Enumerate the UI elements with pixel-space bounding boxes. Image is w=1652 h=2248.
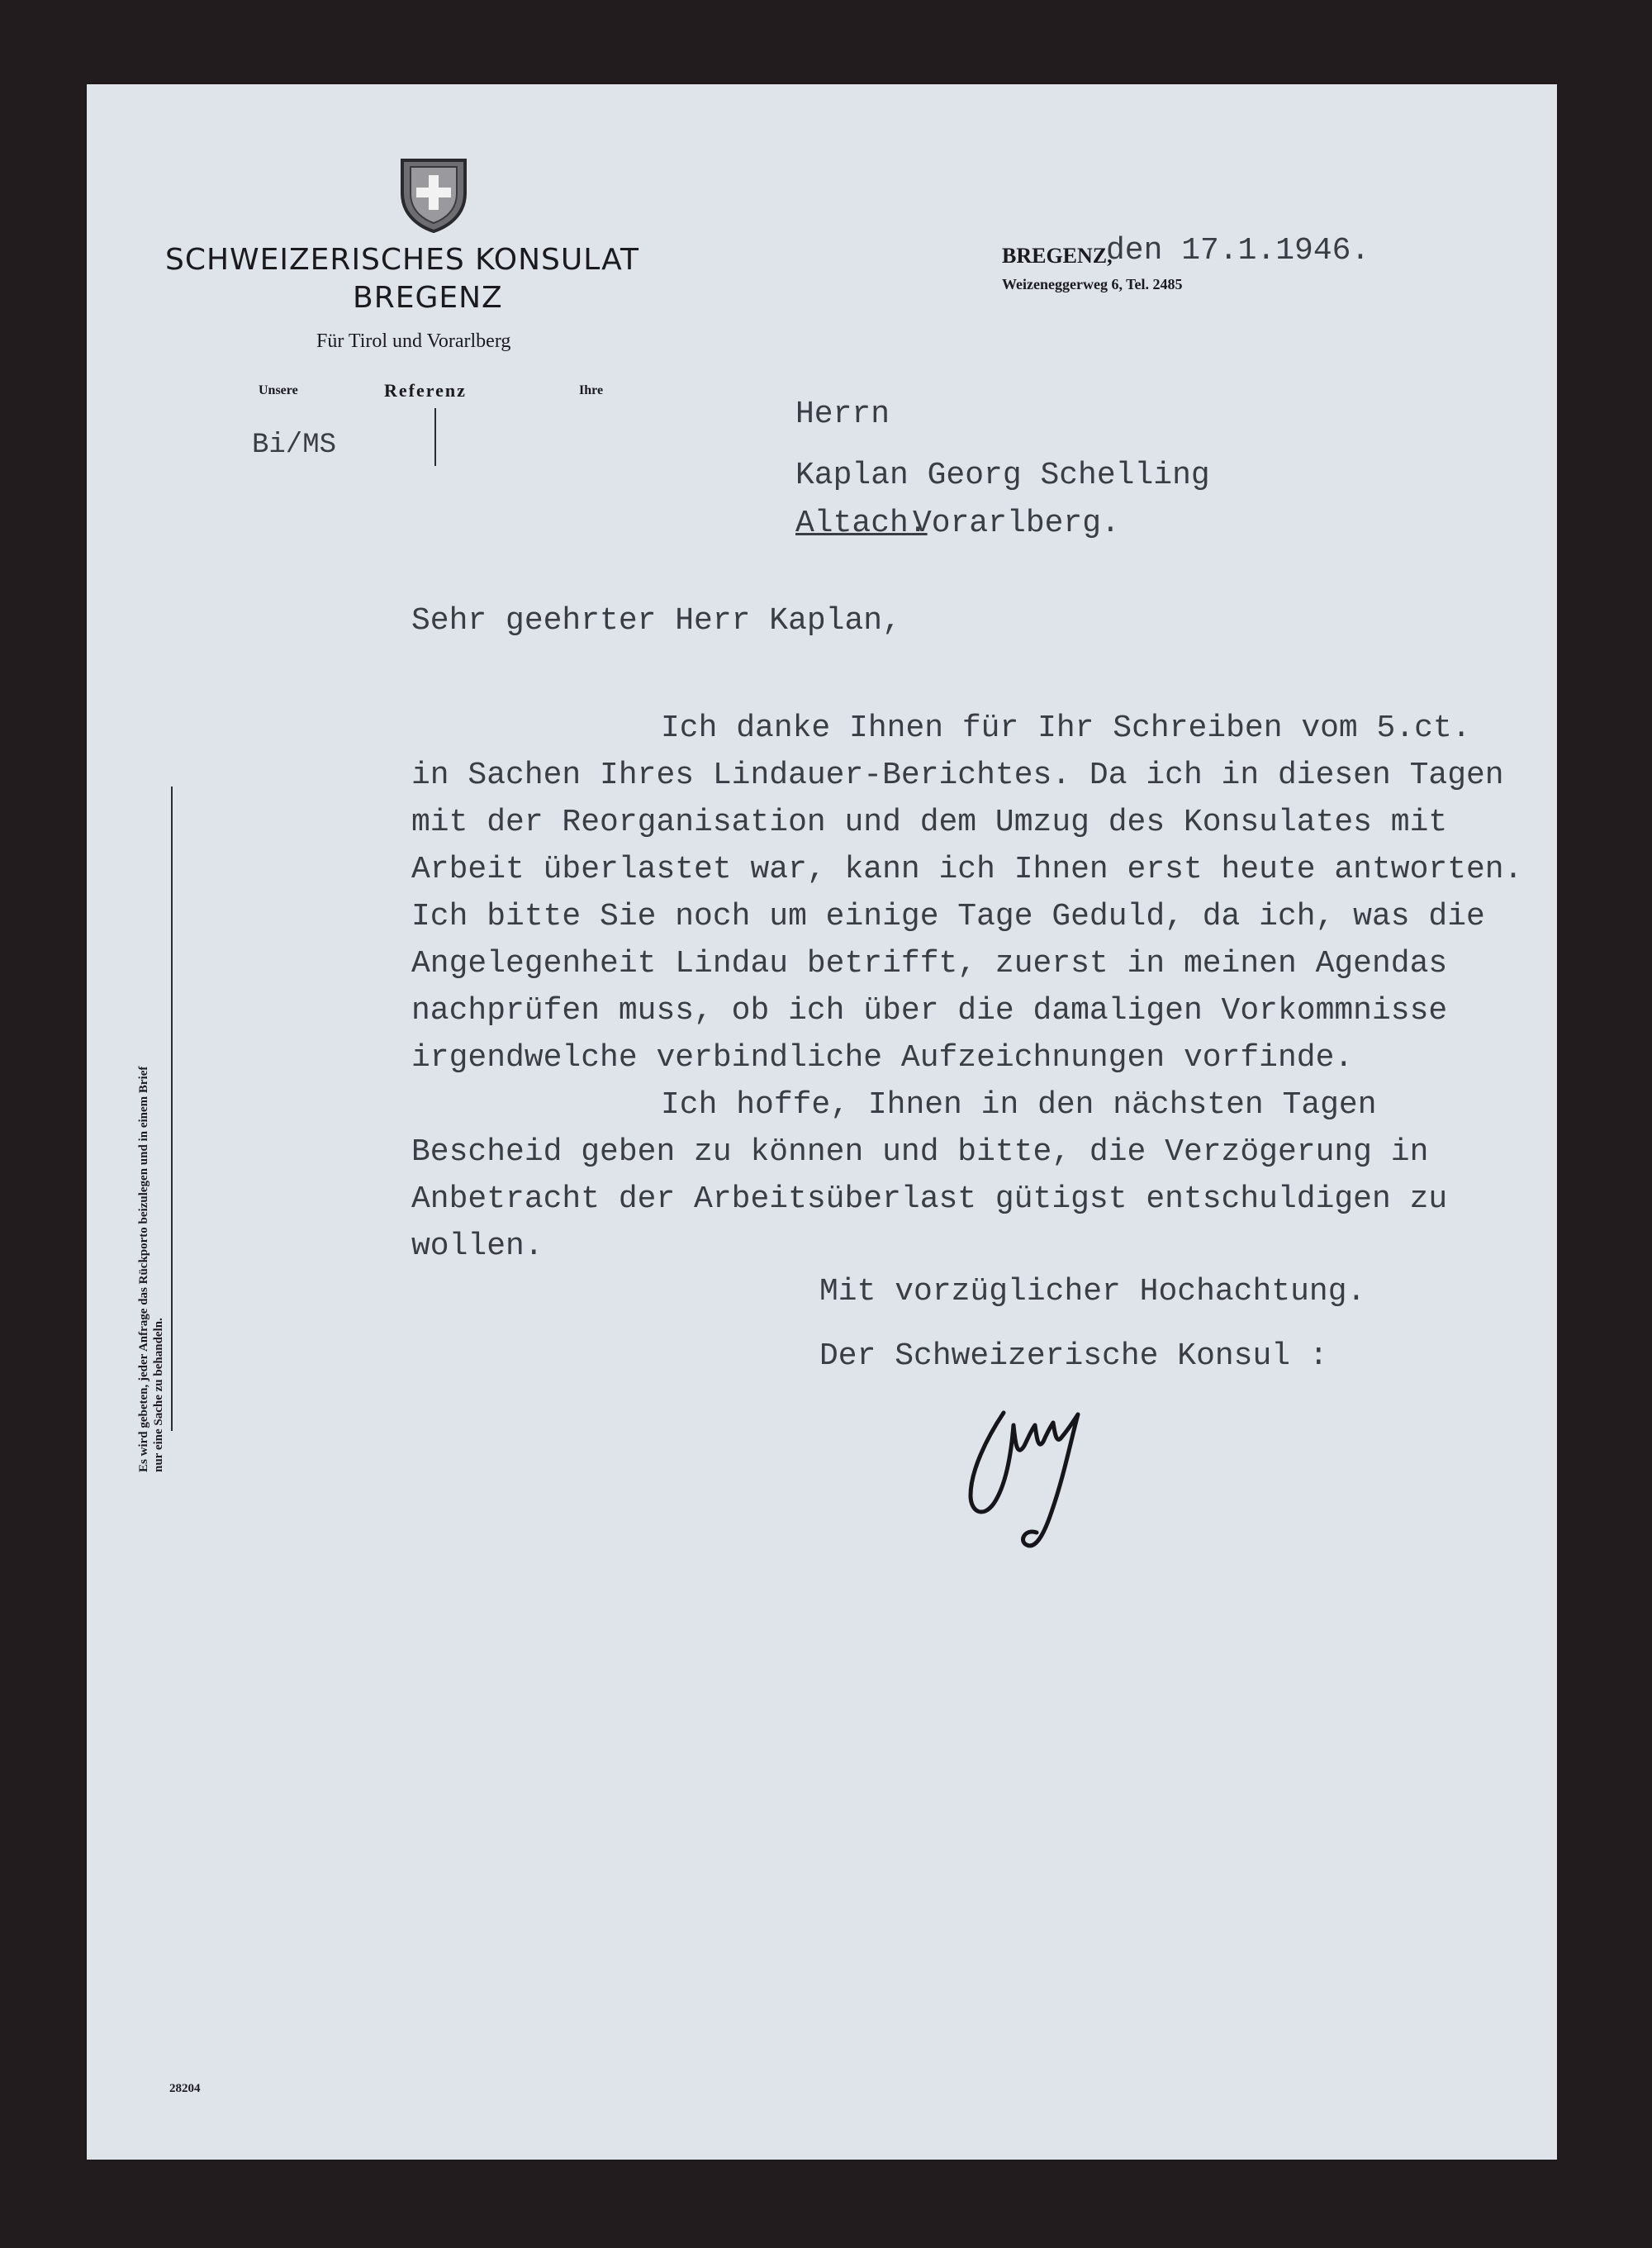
swiss-coat-of-arms-icon: [399, 157, 468, 233]
body-line: irgendwelche verbindliche Aufzeichnungen vorfinde.: [411, 1040, 1354, 1076]
body-line: wollen.: [411, 1229, 544, 1264]
body-line: Anbetracht der Arbeitsüberlast gütigst entschuldigen zu: [411, 1181, 1448, 1217]
letter-sheet: SCHWEIZERISCHES KONSULAT BREGENZ Für Tirol und Vorarlberg BREGENZ, den 17.1.1946. Weizeneggerweg 6, Tel. 2485 Unsere Referenz Ihre Bi/MS Herrn Kaplan Georg Schelling Altach. Vorarlberg. Sehr geehrter Herr Kaplan, Ich danke Ihnen für Ihr Schreiben vom 5.ct. in Sachen Ihres Lindauer-Berichtes. Da ich in diesen Tagen mit der Reorganisation und dem Umzug des Konsulates mit Arbeit überlastet war, kann ich Ihnen erst heute antworten. Ich bitte Sie noch um einige Tage Geduld, da ich, was die Angelegenheit Lindau betrifft, zuerst in meinen Agendas nachprüfen muss, ob ich über die damaligen Vorkommnisse irgendwelche verbindliche Aufzeichnungen vorfinde. Ich hoffe, Ihnen in den nächsten Tagen Bescheid geben zu können und bitte, die Verzögerung in Anbetracht der Arbeitsüberlast gütigst entschuldigen zu wollen. Mit vorzüglicher Hochachtung. Der Schweizerische Konsul : Es wird gebeten, jeder Anfrage das Rückporto beizulegen und in einem Brief nur eine Sache zu behandeln. 28204: [87, 84, 1557, 2160]
consulate-name: SCHWEIZERISCHES KONSULAT: [165, 243, 639, 277]
signatory: Der Schweizerische Konsul :: [819, 1338, 1328, 1374]
jurisdiction: Für Tirol und Vorarlberg: [316, 330, 511, 352]
body-line: Angelegenheit Lindau betrifft, zuerst in meinen Agendas: [411, 946, 1448, 981]
closing: Mit vorzüglicher Hochachtung.: [819, 1274, 1366, 1309]
body-line: Ich hoffe, Ihnen in den nächsten Tagen: [661, 1087, 1377, 1123]
side-note-rule: [171, 787, 173, 1431]
recipient-name: Kaplan Georg Schelling: [795, 458, 1210, 493]
recipient-place: Altach.: [795, 506, 928, 541]
body-line: mit der Reorganisation und dem Umzug des Konsulates mit: [411, 805, 1448, 840]
body-line: Ich bitte Sie noch um einige Tage Geduld, da ich, was die: [411, 899, 1485, 934]
reference-ours-label: Unsere: [259, 383, 298, 397]
greeting: Sehr geehrter Herr Kaplan,: [411, 603, 901, 639]
body-line: Bescheid geben zu können und bitte, die Verzögerung in: [411, 1134, 1429, 1170]
letter-place: BREGENZ,: [1002, 244, 1113, 268]
reference-divider: [434, 408, 436, 466]
consulate-city: BREGENZ: [353, 281, 503, 315]
reference-label: Referenz: [384, 380, 467, 401]
recipient-salutation: Herrn: [795, 397, 890, 432]
letterhead-address: Weizeneggerweg 6, Tel. 2485: [1002, 276, 1183, 292]
signature: [946, 1380, 1103, 1566]
recipient-region: Vorarlberg.: [913, 506, 1120, 541]
body-line: Ich danke Ihnen für Ihr Schreiben vom 5.ct.: [661, 711, 1471, 746]
reference-theirs-label: Ihre: [579, 383, 604, 397]
body-line: in Sachen Ihres Lindauer-Berichtes. Da ich in diesen Tagen: [411, 758, 1504, 793]
letter-date: den 17.1.1946.: [1106, 233, 1370, 269]
form-number: 28204: [169, 2082, 201, 2095]
body-line: Arbeit überlastet war, kann ich Ihnen erst heute antworten.: [411, 852, 1523, 887]
body-line: nachprüfen muss, ob ich über die damaligen Vorkommnisse: [411, 993, 1448, 1029]
reference-ours-value: Bi/MS: [252, 430, 337, 461]
